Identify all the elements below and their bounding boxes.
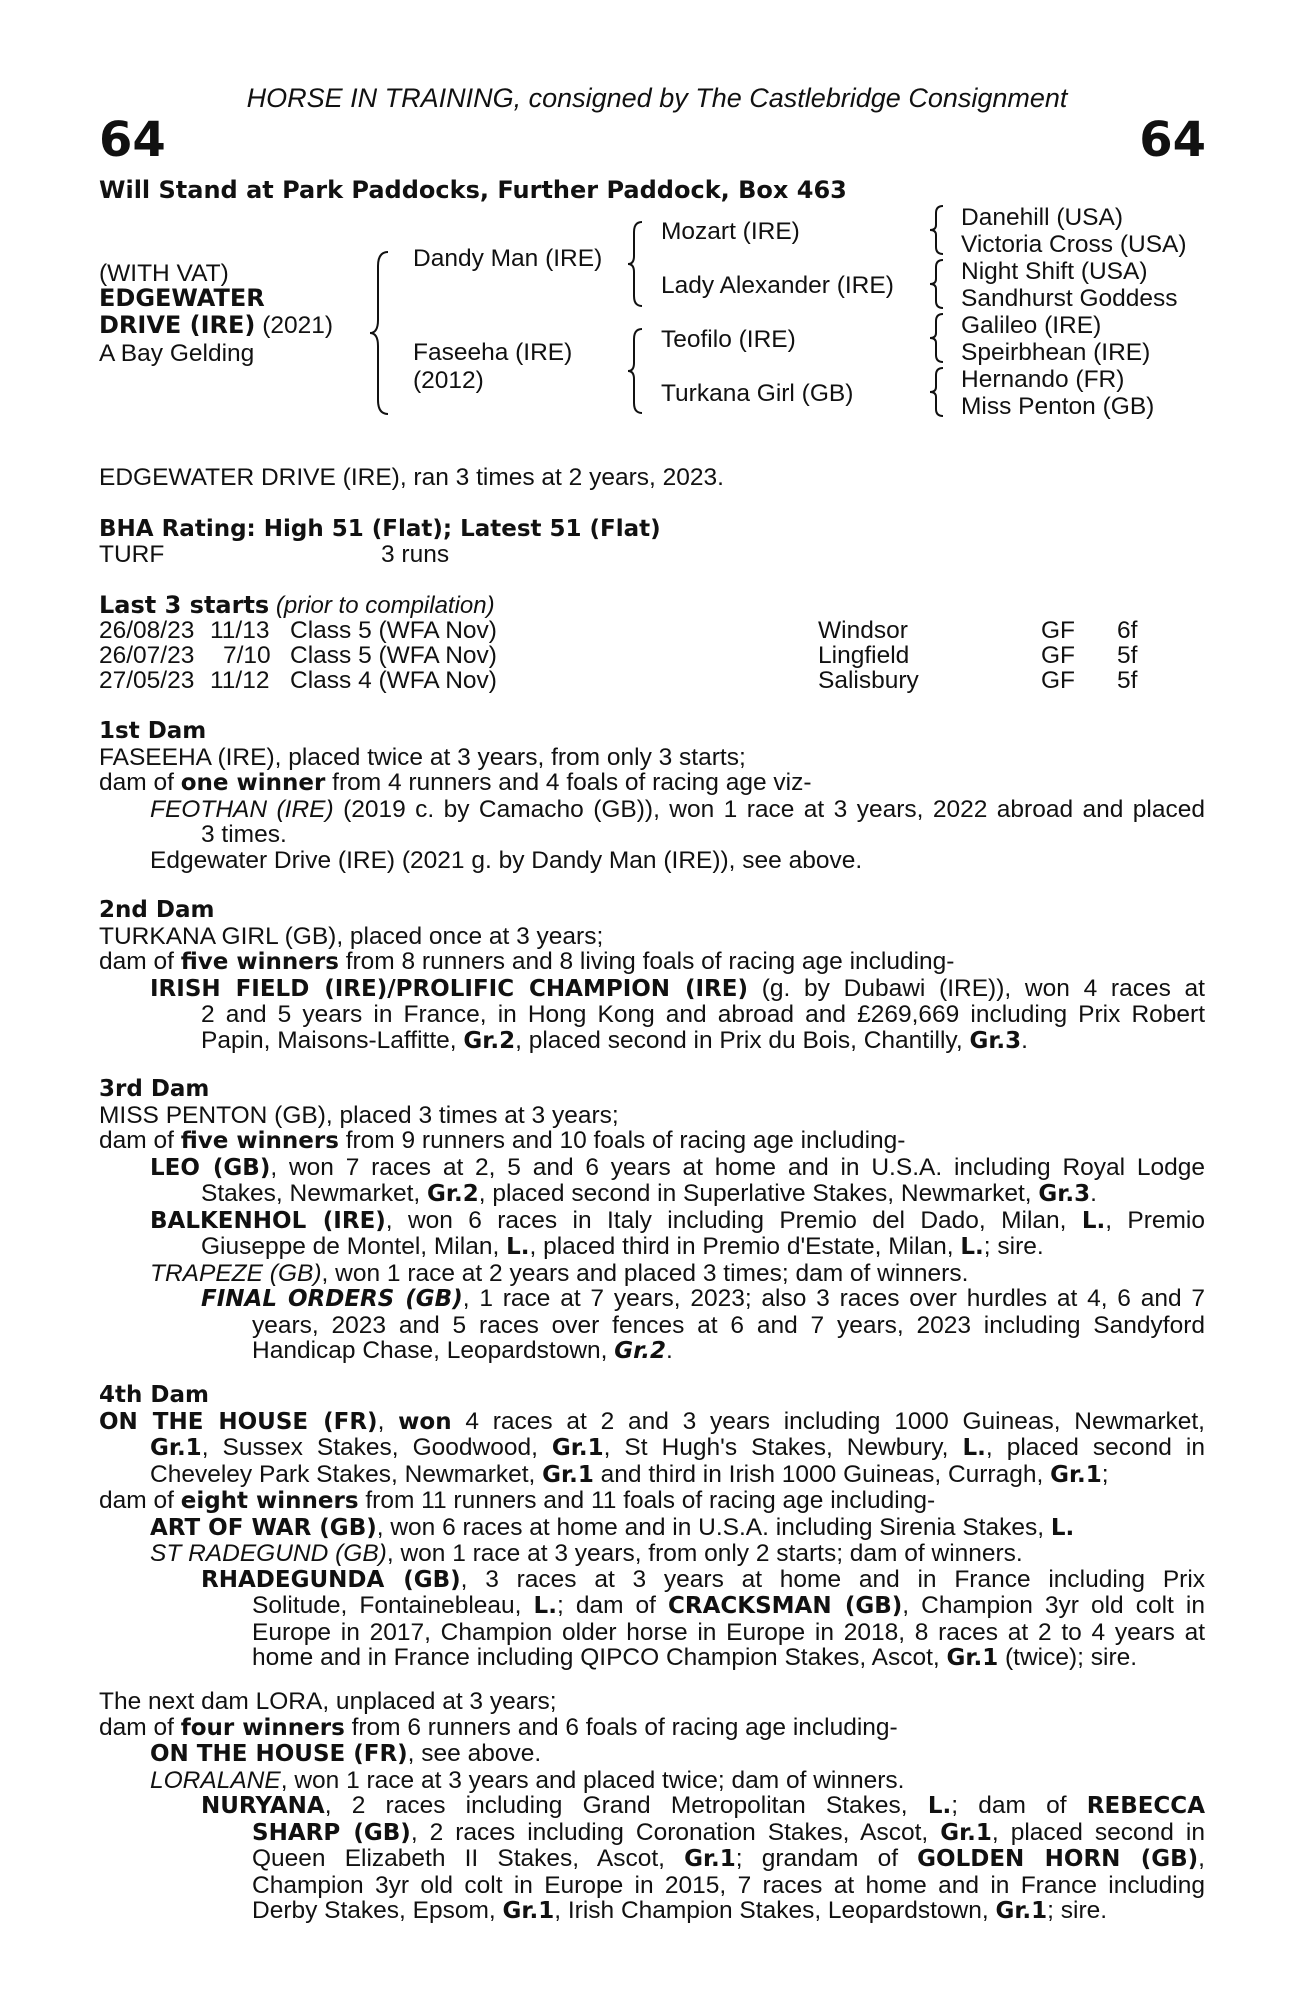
text-fragment: , [1198, 1845, 1205, 1872]
dam-line: FASEEHA (IRE), placed twice at 3 years, from only 3 starts; [99, 743, 746, 771]
text-fragment: ; [1101, 1460, 1109, 1488]
grandsire-1: Danehill (USA) [961, 204, 1124, 231]
text-fragment: , 3 races at 3 years at home and in France including Prix [460, 1565, 1206, 1593]
text-fragment: ; sire. [983, 1233, 1044, 1260]
start-position: 11/13 [210, 617, 270, 644]
text-fragment: , Irish Champion Stakes, Leopardstown, [554, 1897, 996, 1924]
grandprogeny-entry-cont [99, 1820, 1205, 1847]
text-fragment: L. [533, 1593, 557, 1619]
text-fragment: (twice); sire. [998, 1644, 1138, 1671]
brace-sire-dam [370, 250, 392, 416]
text-fragment: Handicap Chase, Leopardstown, [252, 1337, 615, 1364]
grandprogeny-entry-cont [99, 1898, 1205, 1925]
text-fragment: CRACKSMAN (GB) [668, 1593, 903, 1619]
grandsire-3: Galileo (IRE) [961, 312, 1102, 339]
start-class: Class 5 (WFA Nov) [290, 617, 497, 644]
start-date: 26/07/23 [99, 642, 195, 669]
text-fragment: dam of [99, 1127, 181, 1154]
granddam-2: Sandhurst Goddess [961, 285, 1178, 312]
dam-produce-line [99, 1715, 1205, 1742]
text-fragment: ON THE HOUSE (FR) [150, 1741, 408, 1767]
start-position: 7/10 [223, 642, 271, 669]
text-fragment: Gr.2 [463, 1027, 516, 1054]
text-fragment: , won 6 races in Italy including Premio del Dado, Milan, [385, 1206, 1082, 1234]
third-dam-section [99, 1077, 1205, 1365]
second-dam-section [99, 898, 1205, 1054]
text-fragment: , placed second in [985, 1434, 1205, 1461]
brace-dam-parents [628, 327, 646, 415]
bha-rating: BHA Rating: High 51 (Flat); Latest 51 (Flat) [99, 516, 661, 542]
dam-line: The next dam LORA, unplaced at 3 years; [99, 1688, 557, 1715]
last-starts-title: Last 3 starts [99, 591, 270, 619]
text-fragment: GOLDEN HORN (GB) [917, 1846, 1199, 1872]
progeny-entry-cont [99, 1234, 1205, 1261]
text-fragment: . [1090, 1180, 1097, 1207]
start-class: Class 5 (WFA Nov) [290, 642, 497, 669]
text-fragment: four winners [180, 1714, 345, 1741]
start-distance: 6f [1117, 617, 1138, 644]
progeny-entry [99, 797, 1205, 823]
text-fragment: , won 1 race at 3 years, from only 2 starts; dam of winners. [386, 1540, 1023, 1567]
text-fragment: dam of [99, 769, 181, 796]
text-fragment: , St Hugh's Stakes, Newbury, [603, 1434, 963, 1461]
text-fragment: dam of [99, 1713, 181, 1741]
text-fragment: , won 6 races at home and in U.S.A. including Sirenia Stakes, [376, 1513, 1051, 1541]
text-fragment: , 1 race at 7 years, 2023; also 3 races over hurdles at 4, 6 and 7 [462, 1285, 1206, 1312]
start-class: Class 4 (WFA Nov) [290, 667, 497, 694]
text-fragment: SHARP (GB) [252, 1819, 411, 1846]
text-fragment: Gr.1 [150, 1435, 202, 1461]
text-fragment: , [377, 1407, 399, 1435]
section-heading: 2nd Dam [99, 897, 215, 923]
grandprogeny-entry [99, 1567, 1205, 1594]
brace-sire-parents [628, 220, 646, 308]
text-fragment: L. [927, 1793, 952, 1819]
dam-produce-line [99, 949, 1205, 976]
text-fragment: IRISH FIELD (IRE)/PROLIFIC CHAMPION (IRE) [150, 975, 748, 1002]
granddam-3: Speirbhean (IRE) [961, 339, 1151, 366]
dam-sire: Teofilo (IRE) [661, 326, 796, 353]
horse-name-rest: DRIVE (IRE) [99, 311, 256, 339]
text-fragment: Gr.2 [614, 1338, 666, 1364]
text-fragment: Queen Elizabeth II Stakes, Ascot, [252, 1845, 685, 1872]
last-starts-note: (prior to compilation) [269, 592, 495, 619]
grandsire-2: Night Shift (USA) [961, 258, 1148, 285]
progeny-entry-cont: 2 and 5 years in France, in Hong Kong and abroad and £269,669 including Prix Robert [201, 1001, 1205, 1028]
text-fragment: , 2 races including Coronation Stakes, Ascot, [410, 1818, 941, 1846]
text-fragment: from 11 runners and 11 foals of racing age including- [358, 1487, 936, 1514]
grandprogeny-entry-cont [99, 1338, 1205, 1365]
text-fragment: FINAL ORDERS (GB) [201, 1286, 463, 1312]
start-going: GF [1041, 617, 1076, 644]
text-fragment: Gr.1 [940, 1819, 992, 1846]
last-starts-heading [99, 592, 495, 619]
progeny-entry-cont [99, 1028, 1205, 1055]
text-fragment: eight winners [180, 1488, 359, 1514]
text-fragment: Gr.1 [1050, 1461, 1102, 1488]
grandprogeny-entry [99, 1793, 1205, 1820]
dam-produce-line [99, 770, 1205, 797]
text-fragment: L. [506, 1234, 530, 1260]
text-fragment: L. [1081, 1207, 1106, 1234]
start-course: Windsor [818, 617, 908, 644]
section-heading: 4th Dam [99, 1382, 209, 1408]
sire: Dandy Man (IRE) [413, 245, 603, 272]
dam-line-cont [99, 1435, 1205, 1462]
text-fragment: . [1021, 1026, 1028, 1054]
text-fragment: ; sire. [1047, 1897, 1108, 1924]
text-fragment: RHADEGUNDA (GB) [201, 1566, 461, 1593]
next-dam-section [99, 1689, 1205, 1925]
text-fragment: five winners [180, 949, 339, 975]
text-fragment: five winners [180, 1128, 339, 1154]
text-fragment: Gr.3 [969, 1027, 1022, 1054]
text-fragment: from 8 runners and 8 living foals of racing age including- [338, 948, 955, 975]
horse-description: A Bay Gelding [99, 340, 255, 367]
text-fragment: , Premio [1105, 1206, 1205, 1234]
text-fragment: ; dam of [556, 1592, 669, 1619]
text-fragment: LEO (GB) [150, 1154, 271, 1181]
text-fragment: ART OF WAR (GB) [150, 1514, 377, 1541]
fourth-dam-section [99, 1383, 1205, 1672]
first-dam-section [99, 719, 1205, 873]
start-date: 26/08/23 [99, 617, 195, 644]
text-fragment: Gr.1 [502, 1898, 555, 1924]
progeny-entry [99, 1541, 1205, 1567]
grandprogeny-entry-cont: years, 2023 and 5 races over fences at 6 and 7 years, 2023 including Sandyford [252, 1311, 1205, 1339]
text-fragment: , placed second in [991, 1818, 1205, 1846]
progeny-entry [99, 1515, 1205, 1542]
dam-foaled: (2012) [413, 367, 484, 394]
text-fragment: FEOTHAN (IRE) [150, 795, 334, 823]
brace-g3 [930, 312, 946, 364]
start-distance: 5f [1117, 667, 1138, 694]
text-fragment: dam of [99, 948, 181, 975]
horse-name-line2 [99, 312, 333, 339]
dam-line: TURKANA GIRL (GB), placed once at 3 years; [99, 922, 604, 950]
text-fragment: L. [1050, 1514, 1075, 1541]
text-fragment: , 2 races including Grand Metropolitan Stakes, [324, 1792, 928, 1819]
grandprogeny-entry-cont [99, 1846, 1205, 1873]
text-fragment: , see above. [407, 1740, 542, 1767]
text-fragment: Gr.1 [551, 1435, 604, 1461]
text-fragment: dam of [99, 1487, 181, 1514]
text-fragment: NURYANA [201, 1793, 325, 1819]
start-course: Salisbury [818, 667, 919, 694]
text-fragment: , placed second in Superlative Stakes, Newmarket, [478, 1180, 1039, 1207]
horse-name-line1: EDGEWATER [99, 284, 265, 312]
sire-dam: Lady Alexander (IRE) [661, 272, 894, 299]
dam-produce-line [99, 1128, 1205, 1155]
dam-line [99, 1409, 1205, 1436]
text-fragment: home and in France including QIPCO Champion Stakes, Ascot, [252, 1644, 947, 1671]
dam: Faseeha (IRE) [413, 339, 573, 366]
text-fragment: Stakes, Newmarket, [201, 1180, 428, 1207]
start-going: GF [1041, 667, 1076, 694]
progeny-entry [99, 1155, 1205, 1182]
dam-dam: Turkana Girl (GB) [661, 380, 854, 407]
progeny-entry: Edgewater Drive (IRE) (2021 g. by Dandy Man (IRE)), see above. [150, 846, 863, 874]
text-fragment: (g. by Dubawi (IRE)), won 4 races at [747, 974, 1205, 1002]
text-fragment: ; grandam of [735, 1845, 918, 1872]
progeny-entry [99, 1768, 1205, 1794]
grandprogeny-entry [99, 1286, 1205, 1313]
progeny-entry [99, 1741, 1205, 1768]
text-fragment: LORALANE [150, 1766, 281, 1794]
text-fragment: and third in Irish 1000 Guineas, Curragh, [593, 1460, 1051, 1488]
text-fragment: Gr.1 [542, 1461, 594, 1488]
grandprogeny-entry-cont: Champion 3yr old colt in Europe in 2015, 7 races at home and in France including [252, 1871, 1205, 1899]
text-fragment: (2019 c. by Camacho (GB)), won 1 race at 3 years, 2022 abroad and placed [333, 795, 1205, 823]
brace-g1 [930, 204, 946, 256]
text-fragment: L. [962, 1435, 986, 1461]
text-fragment: REBECCA [1086, 1793, 1205, 1819]
text-fragment: BALKENHOL (IRE) [150, 1207, 386, 1234]
text-fragment: Gr.1 [995, 1898, 1048, 1924]
text-fragment: from 4 runners and 4 foals of racing age viz- [325, 769, 812, 796]
dam-line-cont [99, 1462, 1205, 1489]
text-fragment: Cheveley Park Stakes, Newmarket, [150, 1460, 543, 1488]
text-fragment: , won 1 race at 2 years and placed 3 times; dam of winners. [321, 1259, 969, 1287]
text-fragment: from 6 runners and 6 foals of racing age including- [344, 1713, 898, 1741]
progeny-entry-cont: 3 times. [201, 821, 287, 848]
sire-sire: Mozart (IRE) [661, 218, 800, 245]
progeny-entry [99, 976, 1205, 1003]
text-fragment: , Champion 3yr old colt in [902, 1592, 1205, 1619]
text-fragment: one winner [180, 770, 326, 796]
text-fragment: ON THE HOUSE (FR) [99, 1408, 378, 1435]
vat-note: (WITH VAT) [99, 260, 229, 287]
dam-line: MISS PENTON (GB), placed 3 times at 3 years; [99, 1101, 619, 1129]
start-going: GF [1041, 642, 1076, 669]
text-fragment: Gr.3 [1038, 1181, 1091, 1207]
text-fragment: TRAPEZE (GB) [150, 1259, 322, 1287]
section-heading: 3rd Dam [99, 1076, 210, 1102]
text-fragment: ST RADEGUND (GB) [150, 1540, 387, 1567]
surface-label: TURF [99, 541, 165, 568]
text-fragment: from 9 runners and 10 foals of racing age including- [338, 1127, 906, 1154]
progeny-entry [99, 1208, 1205, 1235]
text-fragment: ; dam of [951, 1792, 1087, 1819]
text-fragment: Derby Stakes, Epsom, [252, 1897, 503, 1924]
foaled-year: (2021) [255, 312, 334, 339]
lot-number-left: 64 [99, 112, 166, 168]
grandprogeny-entry-cont [99, 1645, 1205, 1672]
grandsire-4: Hernando (FR) [961, 366, 1125, 393]
lot-number-right: 64 [1139, 112, 1206, 168]
text-fragment: L. [960, 1234, 984, 1260]
text-fragment: , won 1 race at 3 years and placed twice; dam of winners. [280, 1766, 905, 1794]
text-fragment: Gr.1 [946, 1645, 999, 1671]
text-fragment: , Sussex Stakes, Goodwood, [201, 1434, 552, 1461]
consignment-line: HORSE IN TRAINING, consigned by The Castlebridge Consignment [246, 83, 1068, 113]
granddam-1: Victoria Cross (USA) [961, 231, 1187, 258]
start-position: 11/12 [210, 667, 270, 694]
brace-g4 [930, 366, 946, 418]
race-summary: EDGEWATER DRIVE (IRE), ran 3 times at 2 years, 2023. [99, 464, 724, 491]
text-fragment: 4 races at 2 and 3 years including 1000 Guineas, Newmarket, [451, 1407, 1205, 1435]
grandprogeny-entry-cont [99, 1593, 1205, 1620]
surface-runs: 3 runs [381, 541, 450, 568]
granddam-4: Miss Penton (GB) [961, 393, 1155, 420]
text-fragment: Giuseppe de Montel, Milan, [201, 1233, 507, 1260]
text-fragment: , placed third in Premio d'Estate, Milan, [529, 1233, 961, 1260]
start-distance: 5f [1117, 642, 1138, 669]
progeny-entry-cont [99, 1181, 1205, 1208]
section-heading: 1st Dam [99, 718, 207, 744]
text-fragment: , won 7 races at 2, 5 and 6 years at home and in U.S.A. including Royal Lodge [270, 1153, 1206, 1181]
stand-location: Will Stand at Park Paddocks, Further Paddock, Box 463 [99, 176, 847, 204]
start-date: 27/05/23 [99, 667, 195, 694]
progeny-entry [99, 1261, 1205, 1287]
text-fragment: Gr.2 [427, 1181, 479, 1207]
text-fragment: . [665, 1337, 673, 1364]
text-fragment: Papin, Maisons-Laffitte, [201, 1026, 464, 1054]
text-fragment: Gr.1 [684, 1846, 736, 1872]
text-fragment: , placed second in Prix du Bois, Chantilly, [515, 1026, 970, 1054]
start-course: Lingfield [818, 642, 910, 669]
text-fragment: Solitude, Fontainebleau, [252, 1592, 534, 1619]
dam-produce-line [99, 1488, 1205, 1515]
text-fragment: won [398, 1408, 452, 1435]
grandprogeny-entry-cont: Europe in 2017, Champion older horse in Europe in 2018, 8 races at 2 to 4 years at [252, 1618, 1205, 1646]
brace-g2 [930, 258, 946, 310]
